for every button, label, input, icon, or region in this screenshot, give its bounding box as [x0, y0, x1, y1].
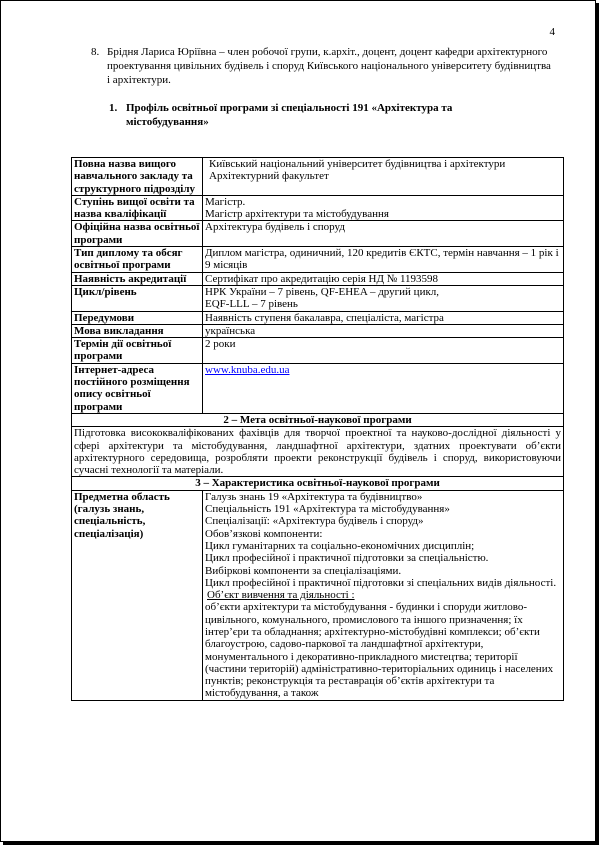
heading-number: 1. [109, 102, 118, 114]
row-label: Предметна область (галузь знань, спеціальність, спеціалізація) [72, 490, 203, 700]
object-title: Об’єкт вивчення та діяльності : [207, 589, 355, 602]
committee-member-item [91, 45, 551, 87]
value-line: Цикл професійної і практичної підготовки за спеціальністю. [205, 552, 489, 565]
row-value [203, 195, 564, 221]
row-value [203, 490, 564, 700]
value-line: Обов’язкові компоненти: [205, 527, 323, 540]
table-row [72, 427, 564, 477]
table-row [72, 221, 564, 247]
row-value [203, 247, 564, 273]
value-line: Наявність ступеня бакалавра, спеціаліста, магістра [205, 311, 444, 324]
value-line: Вибіркові компоненти за спеціалізаціями. [205, 564, 402, 577]
row-value [203, 285, 564, 311]
table-row [72, 324, 564, 337]
table-row [72, 195, 564, 221]
section-title-row [72, 477, 564, 490]
value-line: Цикл гуманітарних та соціально-економічних дисциплін; [205, 539, 475, 552]
row-value [203, 311, 564, 324]
value-line: EQF-LLL – 7 рівень [205, 298, 298, 311]
heading-text: Профіль освітньої програми зі спеціальності 191 «Архітектура та містобудування» [126, 102, 453, 128]
row-value [203, 221, 564, 247]
value-line: українська [205, 324, 256, 337]
table-row [72, 272, 564, 285]
value-line: Архітектурний факультет [209, 170, 329, 183]
table-row [72, 158, 564, 196]
value-line: 2 роки [205, 338, 236, 351]
row-label: Повна назва вищого навчального закладу та структурного підрозділу [72, 158, 203, 196]
program-url-link[interactable]: www.knuba.edu.ua [205, 363, 290, 376]
table-row [72, 247, 564, 273]
item-number: 8. [91, 46, 100, 58]
table-row [72, 363, 564, 413]
row-label: Ступінь вищої освіти та назва кваліфікації [72, 195, 203, 221]
row-value [203, 338, 564, 364]
row-label: Термін дії освітньої програми [72, 338, 203, 364]
section-3-title: 3 – Характеристика освітньої-наукової програми [72, 477, 564, 490]
value-line: Спеціальність 191 «Архітектура та містобудування» [205, 503, 450, 516]
page-number: 4 [549, 26, 555, 38]
table-row [72, 338, 564, 364]
row-value [203, 158, 564, 196]
row-label: Офіційна назва освітньої програми [72, 221, 203, 247]
row-label: Інтернет-адреса постійного розміщення опису освітньої програми [72, 363, 203, 413]
value-line: Спеціалізації: «Архітектура будівель і споруд» [205, 515, 424, 528]
table-row [72, 490, 564, 700]
row-value [203, 324, 564, 337]
row-label: Передумови [72, 311, 203, 324]
value-line: Цикл професійної і практичної підготовки зі спеціальних видів діяльності. [205, 576, 557, 589]
row-label: Мова викладання [72, 324, 203, 337]
table-row [72, 285, 564, 311]
value-line: НРК України – 7 рівень, QF-EHEA – другий цикл, [205, 285, 440, 298]
value-line: Магістр. [205, 195, 246, 208]
section-2-title: 2 – Мета освітньої-наукової програми [72, 413, 564, 426]
section-heading [109, 101, 529, 129]
row-value [203, 272, 564, 285]
value-line: Київський національний університет будівництва і архітектури [209, 158, 506, 170]
row-label: Наявність акредитації [72, 272, 203, 285]
program-profile-table [71, 157, 564, 701]
value-line: Галузь знань 19 «Архітектура та будівництво» [205, 490, 423, 503]
row-label: Цикл/рівень [72, 285, 203, 311]
value-line: Сертифікат про акредитацію серія НД № 1193598 [205, 272, 439, 285]
value-line: Архітектура будівель і споруд [205, 221, 345, 234]
item-text: Брідня Лариса Юріївна – член робочої групи, к.архіт., доцент, доцент кафедри архітектурного проектування цивільних будівель і споруд Київського національного університету будівництва і архітектури. [107, 46, 551, 86]
value-line: Магістр архітектури та містобудування [205, 208, 389, 221]
row-label: Тип диплому та обсяг освітньої програми [72, 247, 203, 273]
row-value [203, 363, 564, 413]
value-line: Диплом магістра, одиничний, 120 кредитів ЄКТС, термін навчання – 1 рік і 9 місяців [205, 247, 559, 272]
section-title-row [72, 413, 564, 426]
table-row [72, 311, 564, 324]
section-2-text: Підготовка висококваліфікованих фахівців для творчої проектної та науково-дослідної діяльності у сфері архітектури та містобудування, ландшафтної архітектури, здатних проектувати об’єкти архітектурного середовища, розробляти проекти реконструкції будівель і споруд, використовуючи сучасні технології та матеріали. [72, 427, 564, 477]
object-text: об’єкти архітектури та містобудування - будинки і споруди житлово-цивільного, комунального, промислового та іншого призначення; їх інтер’єри та обладнання; архітектурно-містобудівні комплекси; об’єкти благоустрою, садово-паркової та ландшафтної архітектури, монументального і декоративно-прикладного мистецтва; території (частини територій) адміністративно-територіальних одиниць і населених пунктів; реконструкція та реставрація об’єктів архітектури та містобудування, а також [205, 601, 554, 700]
